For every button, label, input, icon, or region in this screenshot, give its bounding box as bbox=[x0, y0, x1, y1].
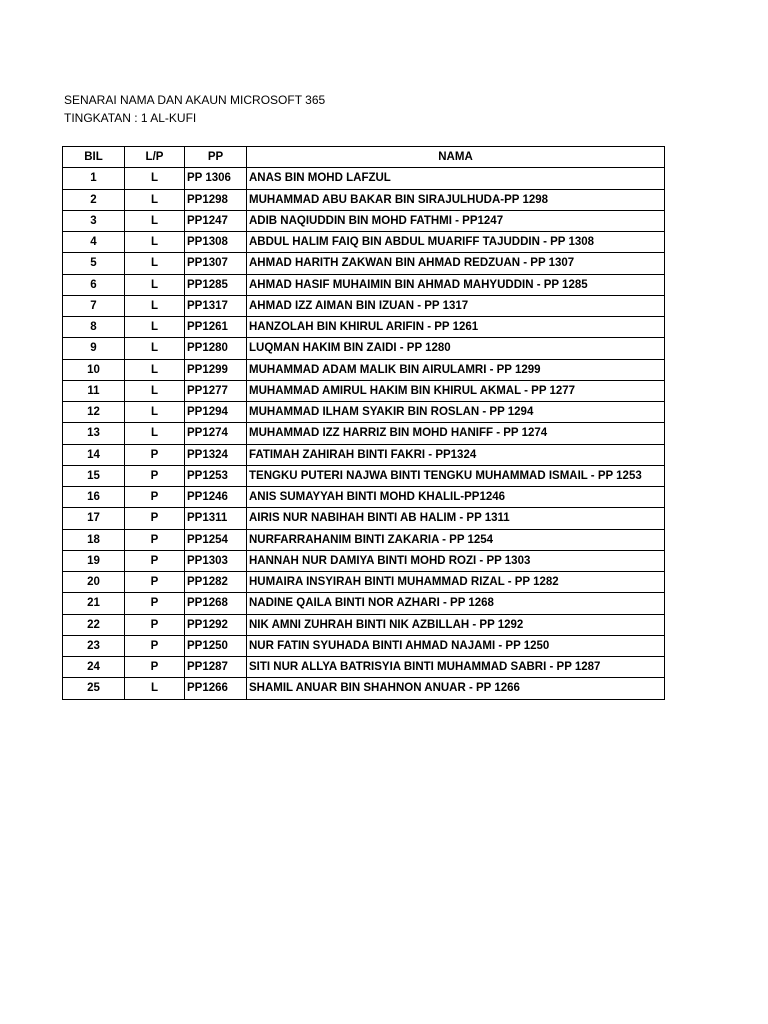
table-row bbox=[63, 338, 665, 359]
cell-pp: PP1277 bbox=[185, 380, 247, 401]
cell-bil: 18 bbox=[63, 529, 125, 550]
cell-bil: 11 bbox=[63, 380, 125, 401]
table-row bbox=[63, 550, 665, 571]
cell-lp: L bbox=[125, 168, 185, 189]
cell-bil: 23 bbox=[63, 635, 125, 656]
cell-lp: P bbox=[125, 550, 185, 571]
table-row bbox=[63, 189, 665, 210]
cell-bil: 25 bbox=[63, 678, 125, 699]
table-row bbox=[63, 657, 665, 678]
cell-bil: 10 bbox=[63, 359, 125, 380]
cell-pp: PP1298 bbox=[185, 189, 247, 210]
table-row bbox=[63, 359, 665, 380]
class-subtitle: TINGKATAN : 1 AL-KUFI bbox=[64, 111, 197, 125]
header-pp: PP bbox=[185, 147, 247, 168]
cell-pp: PP1247 bbox=[185, 210, 247, 231]
table-row bbox=[63, 380, 665, 401]
cell-bil: 3 bbox=[63, 210, 125, 231]
table-row bbox=[63, 253, 665, 274]
cell-pp: PP1268 bbox=[185, 593, 247, 614]
cell-nama: NUR FATIN SYUHADA BINTI AHMAD NAJAMI - PP 1250 bbox=[247, 635, 665, 656]
cell-bil: 14 bbox=[63, 444, 125, 465]
cell-lp: P bbox=[125, 614, 185, 635]
table-header-row bbox=[63, 147, 665, 168]
cell-pp: PP1311 bbox=[185, 508, 247, 529]
cell-bil: 24 bbox=[63, 657, 125, 678]
cell-nama: MUHAMMAD AMIRUL HAKIM BIN KHIRUL AKMAL - PP 1277 bbox=[247, 380, 665, 401]
table-row bbox=[63, 168, 665, 189]
cell-bil: 20 bbox=[63, 572, 125, 593]
table-row bbox=[63, 295, 665, 316]
table-row bbox=[63, 487, 665, 508]
cell-nama: AHMAD HARITH ZAKWAN BIN AHMAD REDZUAN - PP 1307 bbox=[247, 253, 665, 274]
header-bil: BIL bbox=[63, 147, 125, 168]
cell-nama: NURFARRAHANIM BINTI ZAKARIA - PP 1254 bbox=[247, 529, 665, 550]
cell-pp: PP1261 bbox=[185, 317, 247, 338]
cell-pp: PP1308 bbox=[185, 232, 247, 253]
table-row bbox=[63, 402, 665, 423]
cell-nama: AIRIS NUR NABIHAH BINTI AB HALIM - PP 1311 bbox=[247, 508, 665, 529]
cell-nama: HUMAIRA INSYIRAH BINTI MUHAMMAD RIZAL - PP 1282 bbox=[247, 572, 665, 593]
cell-nama: HANNAH NUR DAMIYA BINTI MOHD ROZI - PP 1303 bbox=[247, 550, 665, 571]
cell-bil: 2 bbox=[63, 189, 125, 210]
table-row bbox=[63, 465, 665, 486]
cell-lp: L bbox=[125, 678, 185, 699]
table-row bbox=[63, 572, 665, 593]
cell-nama: NADINE QAILA BINTI NOR AZHARI - PP 1268 bbox=[247, 593, 665, 614]
cell-pp: PP1317 bbox=[185, 295, 247, 316]
cell-bil: 19 bbox=[63, 550, 125, 571]
cell-pp: PP1246 bbox=[185, 487, 247, 508]
cell-bil: 13 bbox=[63, 423, 125, 444]
cell-lp: L bbox=[125, 189, 185, 210]
cell-pp: PP1274 bbox=[185, 423, 247, 444]
cell-lp: L bbox=[125, 274, 185, 295]
cell-pp: PP1303 bbox=[185, 550, 247, 571]
table-row bbox=[63, 508, 665, 529]
cell-bil: 8 bbox=[63, 317, 125, 338]
table-body bbox=[63, 168, 665, 699]
cell-lp: P bbox=[125, 444, 185, 465]
cell-nama: ABDUL HALIM FAIQ BIN ABDUL MUARIFF TAJUDDIN - PP 1308 bbox=[247, 232, 665, 253]
cell-nama: MUHAMMAD ILHAM SYAKIR BIN ROSLAN - PP 1294 bbox=[247, 402, 665, 423]
cell-bil: 15 bbox=[63, 465, 125, 486]
cell-lp: P bbox=[125, 657, 185, 678]
cell-nama: AHMAD IZZ AIMAN BIN IZUAN - PP 1317 bbox=[247, 295, 665, 316]
cell-lp: L bbox=[125, 380, 185, 401]
cell-lp: P bbox=[125, 635, 185, 656]
cell-nama: MUHAMMAD ADAM MALIK BIN AIRULAMRI - PP 1299 bbox=[247, 359, 665, 380]
cell-lp: L bbox=[125, 338, 185, 359]
cell-nama: FATIMAH ZAHIRAH BINTI FAKRI - PP1324 bbox=[247, 444, 665, 465]
cell-nama: SHAMIL ANUAR BIN SHAHNON ANUAR - PP 1266 bbox=[247, 678, 665, 699]
cell-lp: P bbox=[125, 465, 185, 486]
header-nama: NAMA bbox=[247, 147, 665, 168]
cell-nama: ANIS SUMAYYAH BINTI MOHD KHALIL-PP1246 bbox=[247, 487, 665, 508]
cell-lp: L bbox=[125, 402, 185, 423]
cell-bil: 16 bbox=[63, 487, 125, 508]
cell-pp: PP1294 bbox=[185, 402, 247, 423]
cell-pp: PP1285 bbox=[185, 274, 247, 295]
cell-bil: 21 bbox=[63, 593, 125, 614]
table-row bbox=[63, 274, 665, 295]
cell-nama: LUQMAN HAKIM BIN ZAIDI - PP 1280 bbox=[247, 338, 665, 359]
cell-nama: HANZOLAH BIN KHIRUL ARIFIN - PP 1261 bbox=[247, 317, 665, 338]
cell-pp: PP1299 bbox=[185, 359, 247, 380]
table-row bbox=[63, 614, 665, 635]
cell-nama: TENGKU PUTERI NAJWA BINTI TENGKU MUHAMMAD ISMAIL - PP 1253 bbox=[247, 465, 665, 486]
cell-lp: P bbox=[125, 508, 185, 529]
cell-pp: PP 1306 bbox=[185, 168, 247, 189]
cell-lp: L bbox=[125, 253, 185, 274]
cell-bil: 1 bbox=[63, 168, 125, 189]
cell-nama: NIK AMNI ZUHRAH BINTI NIK AZBILLAH - PP 1292 bbox=[247, 614, 665, 635]
cell-bil: 6 bbox=[63, 274, 125, 295]
cell-lp: P bbox=[125, 572, 185, 593]
table-row bbox=[63, 678, 665, 699]
cell-pp: PP1280 bbox=[185, 338, 247, 359]
cell-bil: 17 bbox=[63, 508, 125, 529]
cell-lp: P bbox=[125, 529, 185, 550]
cell-lp: L bbox=[125, 359, 185, 380]
cell-pp: PP1282 bbox=[185, 572, 247, 593]
document-title: SENARAI NAMA DAN AKAUN MICROSOFT 365 bbox=[64, 93, 326, 107]
cell-pp: PP1253 bbox=[185, 465, 247, 486]
cell-pp: PP1292 bbox=[185, 614, 247, 635]
cell-lp: L bbox=[125, 317, 185, 338]
cell-lp: P bbox=[125, 487, 185, 508]
cell-pp: PP1250 bbox=[185, 635, 247, 656]
cell-pp: PP1307 bbox=[185, 253, 247, 274]
student-roster-table bbox=[62, 146, 665, 700]
table-row bbox=[63, 423, 665, 444]
table-row bbox=[63, 444, 665, 465]
cell-nama: ADIB NAQIUDDIN BIN MOHD FATHMI - PP1247 bbox=[247, 210, 665, 231]
cell-bil: 22 bbox=[63, 614, 125, 635]
cell-bil: 9 bbox=[63, 338, 125, 359]
cell-lp: P bbox=[125, 593, 185, 614]
cell-bil: 5 bbox=[63, 253, 125, 274]
cell-lp: L bbox=[125, 295, 185, 316]
cell-pp: PP1266 bbox=[185, 678, 247, 699]
cell-pp: PP1324 bbox=[185, 444, 247, 465]
cell-lp: L bbox=[125, 232, 185, 253]
table-row bbox=[63, 529, 665, 550]
cell-nama: MUHAMMAD IZZ HARRIZ BIN MOHD HANIFF - PP 1274 bbox=[247, 423, 665, 444]
table-row bbox=[63, 317, 665, 338]
cell-nama: ANAS BIN MOHD LAFZUL bbox=[247, 168, 665, 189]
cell-pp: PP1254 bbox=[185, 529, 247, 550]
cell-lp: L bbox=[125, 423, 185, 444]
cell-bil: 12 bbox=[63, 402, 125, 423]
cell-bil: 4 bbox=[63, 232, 125, 253]
table-row bbox=[63, 593, 665, 614]
cell-lp: L bbox=[125, 210, 185, 231]
table-row bbox=[63, 210, 665, 231]
cell-bil: 7 bbox=[63, 295, 125, 316]
cell-nama: AHMAD HASIF MUHAIMIN BIN AHMAD MAHYUDDIN - PP 1285 bbox=[247, 274, 665, 295]
header-lp: L/P bbox=[125, 147, 185, 168]
cell-pp: PP1287 bbox=[185, 657, 247, 678]
table-row bbox=[63, 232, 665, 253]
cell-nama: MUHAMMAD ABU BAKAR BIN SIRAJULHUDA-PP 1298 bbox=[247, 189, 665, 210]
table-row bbox=[63, 635, 665, 656]
cell-nama: SITI NUR ALLYA BATRISYIA BINTI MUHAMMAD SABRI - PP 1287 bbox=[247, 657, 665, 678]
